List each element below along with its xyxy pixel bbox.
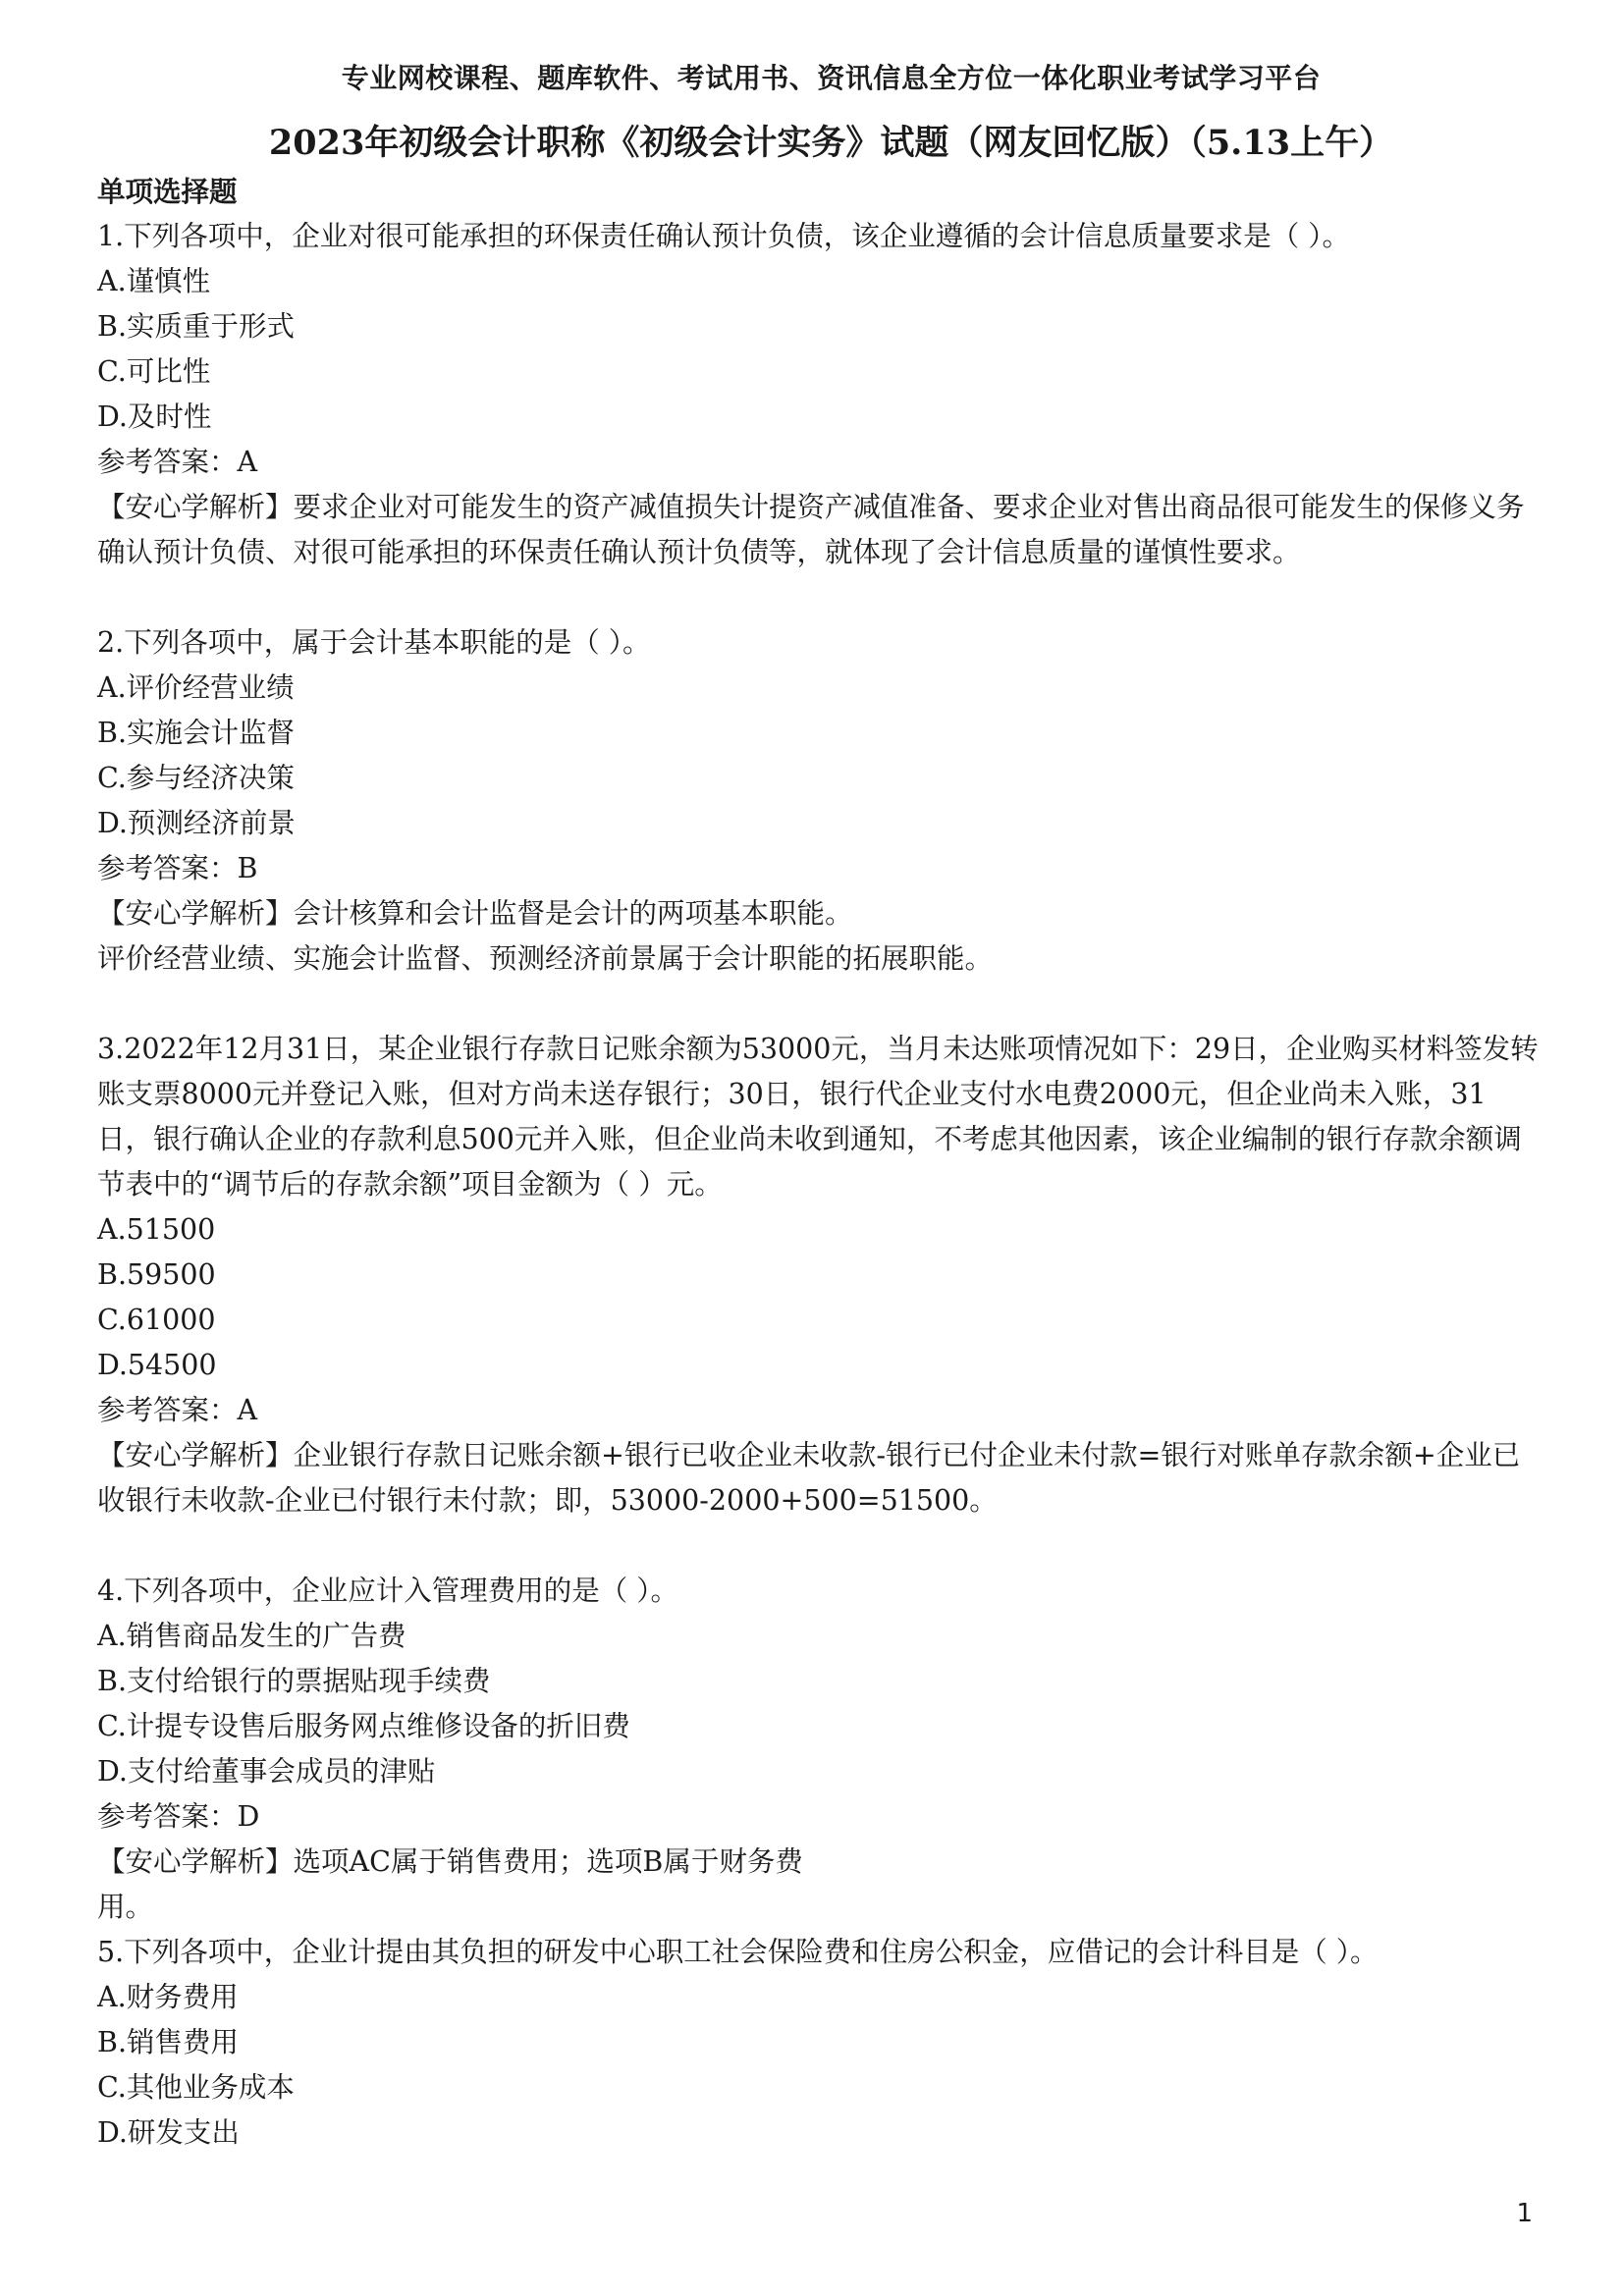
option-d: D.预测经济前景 xyxy=(97,807,296,839)
question-3 xyxy=(97,1027,1541,1523)
reference-answer: 参考答案：A xyxy=(97,446,258,478)
reference-answer: 参考答案：D xyxy=(97,1800,260,1833)
question-1 xyxy=(97,214,1541,575)
option-a: A.销售商品发生的广告费 xyxy=(97,1620,406,1652)
option-c: C.其他业务成本 xyxy=(97,2071,295,2104)
option-b: B.支付给银行的票据贴现手续费 xyxy=(97,1665,491,1697)
option-b: B.销售费用 xyxy=(97,2026,240,2058)
reference-answer: 参考答案：B xyxy=(97,852,258,884)
option-d: D.支付给董事会成员的津贴 xyxy=(97,1755,436,1788)
question-4 xyxy=(97,1569,1541,1930)
answer-analysis-continued: 评价经营业绩、实施会计监督、预测经济前景属于会计职能的拓展职能。 xyxy=(97,942,994,975)
question-stem: 5.下列各项中，企业计提由其负担的研发中心职工社会保险费和住房公积金，应借记的会计科目是（ ）。 xyxy=(97,1936,1379,1968)
section-title: 单项选择题 xyxy=(97,175,238,208)
option-a: A.评价经营业绩 xyxy=(97,671,295,704)
option-b: B.实质重于形式 xyxy=(97,310,296,343)
option-b: B.59500 xyxy=(97,1258,216,1291)
answer-analysis: 【安心学解析】会计核算和会计监督是会计的两项基本职能。 xyxy=(97,897,853,930)
option-a: A.财务费用 xyxy=(97,1981,239,2013)
question-stem: 3.2022年12月31日，某企业银行存款日记账余额为53000元，当月未达账项情况如下：29日，企业购买材料签发转账支票8000元并登记入账，但对方尚未送存银行；30日，银行代企业支付水电费2000元，但企业尚未入账，31日，银行确认企业的存款利息500元并入账，但企业尚未收到通知，不考虑其他因素，该企业编制的银行存款余额调节表中的“调节后的存款余额”项目金额为（ ）元。 xyxy=(97,1033,1539,1201)
option-c: C.计提专设售后服务网点维修设备的折旧费 xyxy=(97,1710,630,1742)
question-2 xyxy=(97,620,1541,982)
option-c: C.61000 xyxy=(97,1304,216,1336)
option-c: C.参与经济决策 xyxy=(97,762,295,794)
answer-analysis: 【安心学解析】要求企业对可能发生的资产减值损失计提资产减值准备、要求企业对售出商品很可能发生的保修义务确认预计负债、对很可能承担的环保责任确认预计负债等，就体现了会计信息质量的谨慎性要求。 xyxy=(97,491,1525,568)
option-c: C.可比性 xyxy=(97,355,211,388)
header-tagline: 专业网校课程、题库软件、考试用书、资讯信息全方位一体化职业考试学习平台 xyxy=(341,62,1322,94)
question-5 xyxy=(97,1930,1541,2156)
answer-analysis-continued: 用。 xyxy=(97,1891,154,1923)
page-number: 1 xyxy=(1516,2199,1533,2228)
option-d: D.研发支出 xyxy=(97,2116,240,2149)
answer-analysis: 【安心学解析】选项AC属于销售费用；选项B属于财务费 xyxy=(97,1845,803,1878)
option-d: D.54500 xyxy=(97,1349,217,1381)
question-stem: 1.下列各项中，企业对很可能承担的环保责任确认预计负债，该企业遵循的会计信息质量要求是（ ）。 xyxy=(97,220,1351,252)
question-stem: 2.下列各项中，属于会计基本职能的是（ ）。 xyxy=(97,626,651,659)
document-body xyxy=(97,169,1541,2156)
document-title: 2023年初级会计职称《初级会计实务》试题（网友回忆版）（5.13上午） xyxy=(268,123,1394,163)
option-a: A.51500 xyxy=(97,1213,216,1246)
option-b: B.实施会计监督 xyxy=(97,717,296,749)
question-stem: 4.下列各项中，企业应计入管理费用的是（ ）。 xyxy=(97,1575,679,1607)
answer-analysis: 【安心学解析】企业银行存款日记账余额+银行已收企业未收款-银行已付企业未付款=银行对账单存款余额+企业已收银行未收款-企业已付银行未付款；即，53000-2000+500=51500。 xyxy=(97,1439,1521,1517)
reference-answer: 参考答案：A xyxy=(97,1394,258,1426)
option-d: D.及时性 xyxy=(97,400,212,433)
option-a: A.谨慎性 xyxy=(97,265,211,297)
